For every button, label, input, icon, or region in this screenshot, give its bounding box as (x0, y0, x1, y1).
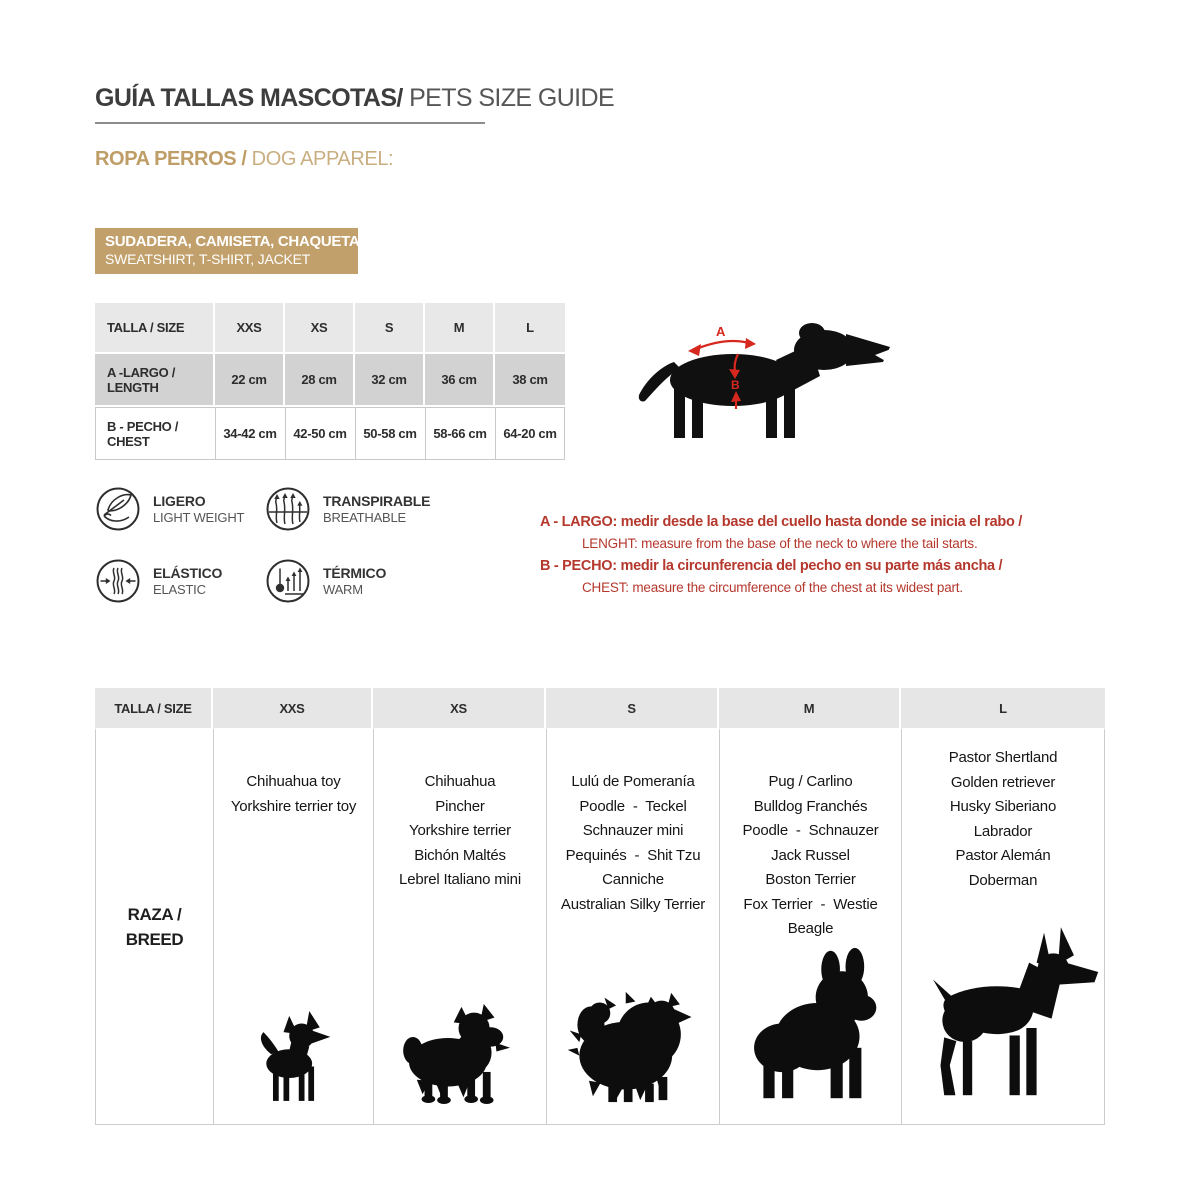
feature-lightweight (95, 486, 265, 532)
note-pecho-es: B - PECHO: medir la circunferencia del pecho en su parte más ancha / (540, 558, 1003, 574)
feature-es-label: ELÁSTICO (153, 564, 223, 581)
diagram-label-a: A (716, 324, 726, 339)
garment-type-banner (95, 228, 364, 274)
breed-item: Poodle - Teckel (579, 797, 687, 815)
breed-header-l: L (901, 688, 1105, 728)
breed-list-s (561, 770, 705, 917)
chest-value-xxs: 34-42 cm (215, 405, 285, 460)
feature-es-label: TRANSPIRABLE (323, 492, 431, 509)
feature-en-label: BREATHABLE (323, 509, 407, 525)
length-value-xxs: 22 cm (215, 352, 285, 405)
size-table-row-length-label: A -LARGO / LENGTH (95, 352, 215, 405)
size-table-header-s: S (355, 303, 425, 352)
section-subtitle (95, 148, 393, 171)
doberman-silhouette (905, 920, 1101, 1108)
breed-header-talla: TALLA / SIZE (95, 688, 213, 728)
breed-cell-l (901, 728, 1105, 1125)
size-table-header-m: M (425, 303, 495, 352)
breed-item: Canniche (602, 871, 664, 888)
breed-cell-xxs (213, 728, 373, 1125)
measurement-diagram (628, 318, 898, 455)
page-title (95, 84, 615, 124)
size-table-header-l: L (495, 303, 565, 352)
subtitle-es: ROPA PERROS / (95, 148, 252, 170)
diagram-label-b: B (731, 378, 740, 392)
chest-value-l: 64-20 cm (495, 405, 565, 460)
breed-item: Pug / Carlino (768, 773, 853, 790)
french-bulldog-silhouette (741, 942, 881, 1106)
labrador-measure-icon (628, 318, 898, 450)
size-table-row-chest-label: B - PECHO / CHEST (95, 405, 215, 460)
length-value-xs: 28 cm (285, 352, 355, 405)
breed-list-xs (399, 770, 521, 893)
feature-en-label: ELASTIC (153, 581, 206, 597)
measurement-notes (540, 511, 1022, 599)
breed-item: Schnauzer mini (582, 822, 684, 839)
size-table-header-xs: XS (285, 303, 355, 352)
breed-item: Lebrel Italiano mini (399, 871, 521, 888)
breed-list-xxs (231, 770, 356, 819)
breed-item: Beagle (787, 920, 834, 937)
breed-cell-m (719, 728, 901, 1125)
breed-item: Pastor Alemán (955, 847, 1051, 864)
breed-table (95, 688, 1105, 1125)
breed-item: Chihuahua toy (246, 773, 341, 790)
subtitle-en: DOG APPAREL: (251, 148, 394, 170)
breed-row-label-line2: BREED (125, 930, 184, 949)
breathable-arrows-icon (265, 486, 311, 532)
breed-header-s: S (546, 688, 719, 728)
breed-item: Doberman (968, 871, 1038, 889)
note-chest-en: CHEST: measure the circumference of the chest at its widest part. (582, 580, 963, 595)
fabric-features (95, 486, 445, 604)
length-value-l: 38 cm (495, 352, 565, 405)
feature-elastic (95, 558, 265, 604)
banner-line-en: SWEATSHIRT, T-SHIRT, JACKET (105, 250, 311, 267)
note-largo-es: A - LARGO: medir desde la base del cuello hasta donde se inicia el rabo / (540, 514, 1022, 530)
breed-item: Golden retriever (950, 773, 1056, 791)
breed-item: Bulldog Franchés (753, 797, 868, 815)
length-value-s: 32 cm (355, 352, 425, 405)
breed-item: Chihuahua (424, 773, 496, 790)
feature-es-label: TÉRMICO (323, 564, 387, 581)
breed-item: Husky Siberiano (949, 798, 1057, 815)
breed-table-body (95, 728, 1105, 1125)
feature-en-label: LIGHT WEIGHT (153, 509, 245, 525)
pomeranian-silhouette (566, 988, 700, 1104)
breed-item: Yorkshire terrier (409, 822, 511, 839)
chest-value-s: 50-58 cm (355, 405, 425, 460)
breed-list-l (949, 746, 1058, 893)
breed-item: Pincher (435, 797, 485, 815)
chihuahua-silhouette (251, 1008, 337, 1104)
feature-es-label: LIGERO (153, 492, 206, 509)
breed-item: Poodle - Schnauzer (742, 822, 879, 839)
feature-en-label: WARM (323, 581, 363, 597)
feather-hand-icon (95, 486, 141, 532)
breed-item: Bichón Maltés (414, 846, 506, 864)
elastic-arrows-icon (95, 558, 141, 604)
breed-item: Jack Russel (771, 846, 850, 864)
size-table-header-talla: TALLA / SIZE (95, 303, 215, 352)
size-table-header-xxs: XXS (215, 303, 285, 352)
banner-line-es: SUDADERA, CAMISETA, CHAQUETA/ (105, 233, 364, 250)
breed-header-m: M (719, 688, 901, 728)
page-title-en: PETS SIZE GUIDE (402, 84, 615, 112)
chest-value-xs: 42-50 cm (285, 405, 355, 460)
chest-value-m: 58-66 cm (425, 405, 495, 460)
note-length-en: LENGHT: measure from the base of the neck to where the tail starts. (582, 536, 978, 551)
breed-item: Yorkshire terrier toy (230, 797, 357, 815)
feature-breathable (265, 486, 445, 532)
breed-item: Australian Silky Terrier (560, 895, 706, 913)
breed-cell-s (546, 728, 719, 1125)
breed-item: Lulú de Pomeranía (571, 773, 695, 790)
breed-header-xs: XS (373, 688, 546, 728)
yorkshire-terrier-silhouette (399, 1002, 521, 1104)
breed-item: Fox Terrier - Westie (743, 895, 878, 913)
breed-item: Labrador (973, 822, 1033, 840)
breed-item: Pequinés - Shit Tzu (565, 846, 701, 864)
size-table (95, 303, 565, 460)
breed-row-label (95, 728, 213, 1125)
breed-item: Boston Terrier (765, 871, 856, 888)
thermometer-icon (265, 558, 311, 604)
breed-header-xxs: XXS (213, 688, 373, 728)
breed-cell-xs (373, 728, 546, 1125)
breed-list-m (742, 770, 878, 942)
length-value-m: 36 cm (425, 352, 495, 405)
page-title-es: GUÍA TALLAS MASCOTAS/ (95, 84, 403, 112)
breed-item: Pastor Shertland (948, 749, 1058, 766)
breed-table-header (95, 688, 1105, 728)
feature-warm (265, 558, 445, 604)
breed-row-label-line1: RAZA / (127, 904, 182, 924)
